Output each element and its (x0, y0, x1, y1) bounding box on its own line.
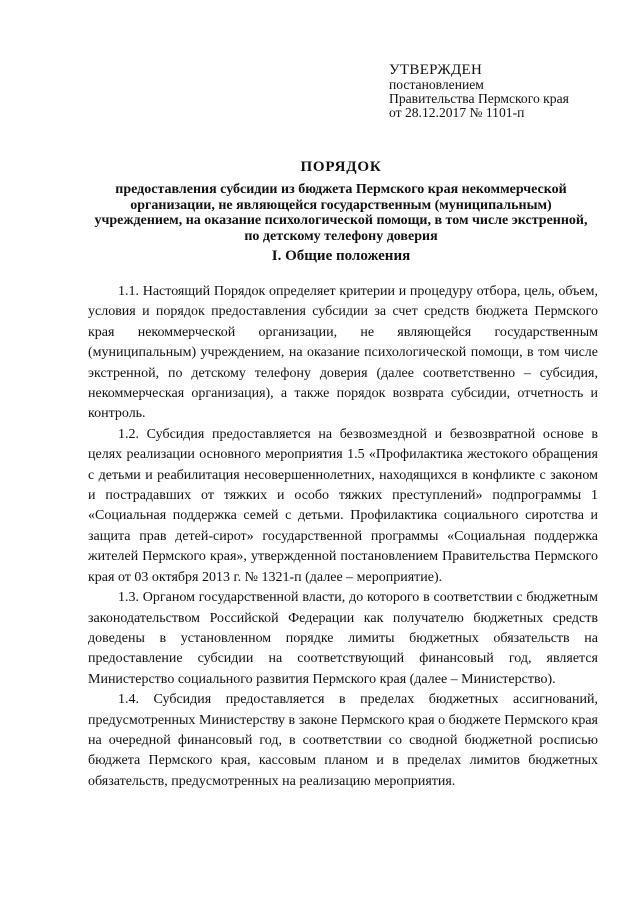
title-block (88, 158, 594, 244)
section-heading: I. Общие положения (271, 248, 411, 264)
approval-line: постановлением (389, 77, 484, 92)
document-title: ПОРЯДОК (300, 159, 382, 175)
document-subtitle: предоставления субсидии из бюджета Пермского края некоммерческой организации, не являющейся государственным (муниципальным) учреждением, на оказание психологической помощи, в том числе экстренной, по детскому телефону доверия (94, 182, 588, 244)
paragraph: 1.4. Субсидия предоставляется в пределах бюджетных ассигнований, предусмотренных Министерству в законе Пермского края о бюджете Пермского края на очередной финансовый год, в соответствии со сводной бюджетной росписью бюджета Пермского края, кассовым планом и в пределах лимитов бюджетных обязательств, предусмотренных на реализацию мероприятия. (88, 692, 598, 789)
approval-heading: УТВЕРЖДЕН (389, 62, 483, 78)
paragraph: 1.2. Субсидия предоставляется на безвозмездной и безвозвратной основе в целях реализации основного мероприятия 1.5 «Профилактика жестокого обращения с детьми и реабилитация несовершеннолетних, находящихся в конфликте с законом и пострадавших от тяжких и особо тяжких преступлений» подпрограммы 1 «Социальная поддержка семей с детьми. Профилактика социального сиротства и защита прав детей-сирот» государственной программы «Социальная поддержка жителей Пермского края», утвержденной постановлением Правительства Пермского края от 03 октября 2013 г. № 1321-п (далее – мероприятие). (88, 426, 598, 585)
document-body (88, 282, 598, 792)
paragraph: 1.1. Настоящий Порядок определяет критерии и процедуру отбора, цель, объем, условия и порядок предоставления субсидии за счет средств бюджета Пермского края некоммерческой организации, не являющейся государственным (муниципальным) учреждением, на оказание психологической помощи, в том числе экстренной, по детскому телефону доверия (далее соответственно – субсидия, некоммерческая организация), а также порядок возврата субсидии, отчетность и контроль. (88, 284, 598, 422)
paragraph: 1.3. Органом государственной власти, до которого в соответствии с бюджетным законодательством Российской Федерации как получателю бюджетных средств доведены в установленном порядке лимиты бюджетных обязательств на предоставление субсидии на соответствующий финансовый год, является Министерство социального развития Пермского края (далее – Министерство). (88, 590, 598, 687)
approval-stamp (389, 62, 569, 120)
approval-line: Правительства Пермского края (389, 91, 569, 106)
approval-line: от 28.12.2017 № 1101-п (389, 105, 525, 120)
